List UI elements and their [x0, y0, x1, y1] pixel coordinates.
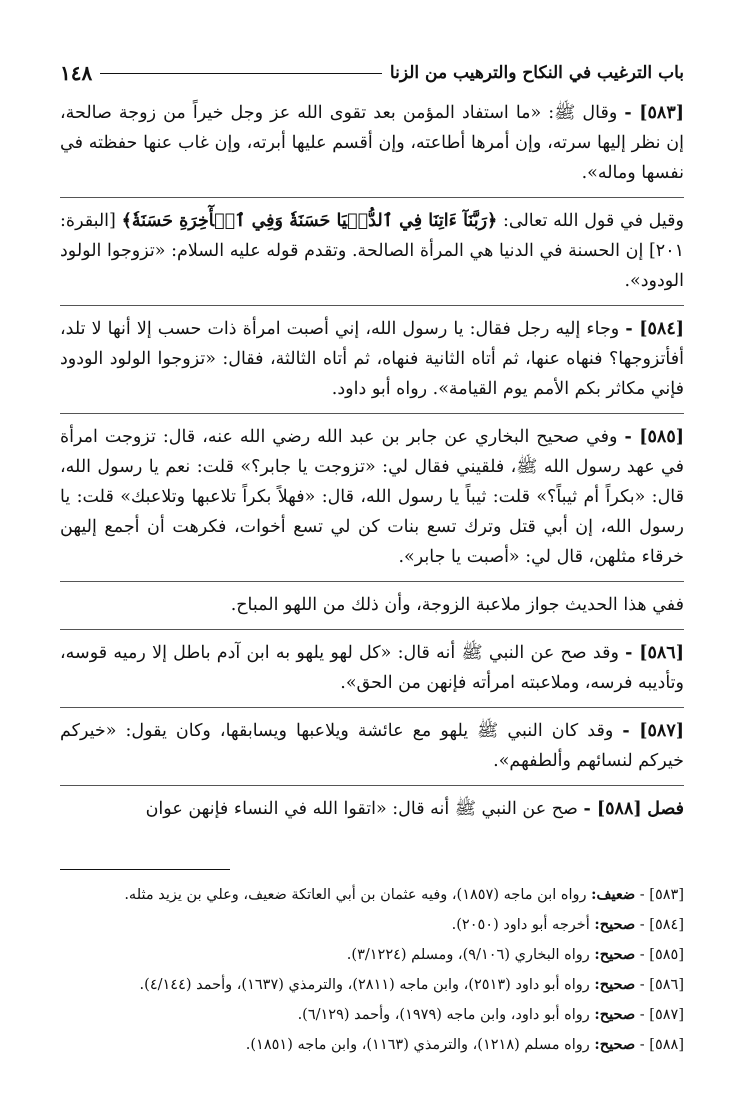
hadith-number: [٥٨٨] -: [583, 799, 642, 819]
page-number: ١٤٨: [60, 61, 93, 85]
footnote-number: [٥٨٤] -: [639, 917, 684, 933]
footnote-text: أخرجه أبو داود (٢٠٥٠).: [451, 917, 590, 933]
footnote-584: [60, 910, 684, 940]
paragraph-intro: وقيل في قول الله تعالى:: [497, 211, 684, 231]
footnote-588: [60, 1030, 684, 1060]
footnote-text: رواه مسلم (١٢١٨)، والترمذي (١١٦٣)، وابن ماجه (١٨٥١).: [245, 1037, 590, 1053]
footnote-587: [60, 1000, 684, 1030]
footnote-text: رواه أبو داود، وابن ماجه (١٩٧٩)، وأحمد (٦/١٢٩).: [297, 1007, 590, 1023]
footnote-text: رواه البخاري (٩/١٠٦)، ومسلم (٣/١٢٢٤).: [346, 947, 590, 963]
quran-verse: ﴿رَبَّنَآ ءَاتِنَا فِي ٱلدُّنۡيَا حَسَنَةٗ وَفِي ٱلۡأٓخِرَةِ حَسَنَةٗ﴾: [121, 211, 498, 231]
footnote-grade: صحيح:: [594, 1036, 636, 1053]
footnote-grade: صحيح:: [594, 976, 636, 993]
paragraph-text: ففي هذا الحديث جواز ملاعبة الزوجة، وأن ذلك من اللهو المباح.: [230, 595, 684, 615]
chapter-title: باب الترغيب في النكاح والترهيب من الزنا: [389, 63, 684, 83]
paragraph-text: وجاء إليه رجل فقال: يا رسول الله، إني أصبت امرأة ذات حسب إلا أنها لا تلد، أفأتزوجها؟ فنهاه عنها، ثم أتاه الثانية فنهاه، ثم أتاه الثالثة، فقال: «تزوجوا الولود الودود فإني مكاثر بكم الأمم يوم القيامة». رواه أبو داود.: [60, 319, 684, 399]
paragraph-text: [البقرة: ٢٠١] إن الحسنة في الدنيا هي المرأة الصالحة. وتقدم قوله عليه السلام: «تزوجوا الولود الودود».: [60, 211, 684, 291]
footnote-number: [٥٨٨] -: [639, 1037, 684, 1053]
footnote-text: رواه ابن ماجه (١٨٥٧)، وفيه عثمان بن أبي العاتكة ضعيف، وعلي بن يزيد مثله.: [124, 887, 587, 903]
header-rule: [100, 73, 382, 74]
hadith-number: [٥٨٧] -: [622, 721, 684, 741]
paragraph-588: [60, 794, 684, 833]
footnote-divider: [60, 869, 230, 870]
paragraph-text: وقال ﷺ: «ما استفاد المؤمن بعد تقوى الله عز وجل خيراً من زوجة صالحة، إن نظر إليها سرته، وإن أمرها أطاعته، وإن أقسم عليها أبرته، وإن غاب عنها حفظته في نفسها وماله».: [60, 103, 684, 183]
footnote-text: رواه أبو داود (٢٥١٣)، وابن ماجه (٢٨١١)، والترمذي (١٦٣٧)، وأحمد (٤/١٤٤).: [139, 977, 590, 993]
footnote-grade: صحيح:: [594, 1006, 636, 1023]
paragraph-585: [60, 422, 684, 582]
footnote-585: [60, 940, 684, 970]
paragraph-587: [60, 716, 684, 786]
footnote-grade: صحيح:: [594, 946, 636, 963]
hadith-number: [٥٨٤] -: [625, 319, 684, 339]
hadith-number: [٥٨٦] -: [625, 643, 684, 663]
paragraph-commentary: [60, 590, 684, 630]
footnotes: [60, 880, 684, 1060]
footnote-grade: ضعيف:: [591, 886, 636, 903]
paragraph-586: [60, 638, 684, 708]
paragraph-583: [60, 98, 684, 198]
section-heading: فصل: [647, 799, 684, 819]
running-header: [60, 58, 684, 88]
hadith-number: [٥٨٥] -: [624, 427, 684, 447]
main-text: [60, 98, 684, 833]
footnote-number: [٥٨٧] -: [639, 1007, 684, 1023]
paragraph-text: وقد كان النبي ﷺ يلهو مع عائشة ويلاعبها ويسابقها، وكان يقول: «خيركم خيركم لنسائهم وألطفهم».: [60, 721, 684, 771]
footnote-number: [٥٨٥] -: [639, 947, 684, 963]
book-page: [60, 58, 684, 1060]
footnote-586: [60, 970, 684, 1000]
footnote-grade: صحيح:: [594, 916, 636, 933]
hadith-number: [٥٨٣] -: [624, 103, 684, 123]
paragraph-584: [60, 314, 684, 414]
paragraph-quran-commentary: [60, 206, 684, 306]
footnote-number: [٥٨٦] -: [639, 977, 684, 993]
paragraph-text: وقد صح عن النبي ﷺ أنه قال: «كل لهو يلهو به ابن آدم باطل إلا رميه قوسه، وتأديبه فرسه، وملاعبته امرأته فإنهن من الحق».: [60, 643, 684, 693]
paragraph-text: صح عن النبي ﷺ أنه قال: «اتقوا الله في النساء فإنهن عوان: [145, 799, 578, 819]
paragraph-text: وفي صحيح البخاري عن جابر بن عبد الله رضي الله عنه، قال: تزوجت امرأة في عهد رسول الله ﷺ، فلقيني فقال لي: «تزوجت يا جابر؟» قلت: نعم يا رسول الله، قال: «بكراً أم ثيباً؟» قلت: ثيباً يا رسول الله، قال: «فهلاً بكراً تلاعبها وتلاعبك» قلت: يا رسول الله، إن أبي قتل وترك تسع بنات كن لي تسع أخوات، فكرهت أن أجمع إليهن خرقاء مثلهن، قال لي: «أصبت يا جابر».: [60, 427, 684, 567]
footnote-number: [٥٨٣] -: [639, 887, 684, 903]
footnote-583: [60, 880, 684, 910]
